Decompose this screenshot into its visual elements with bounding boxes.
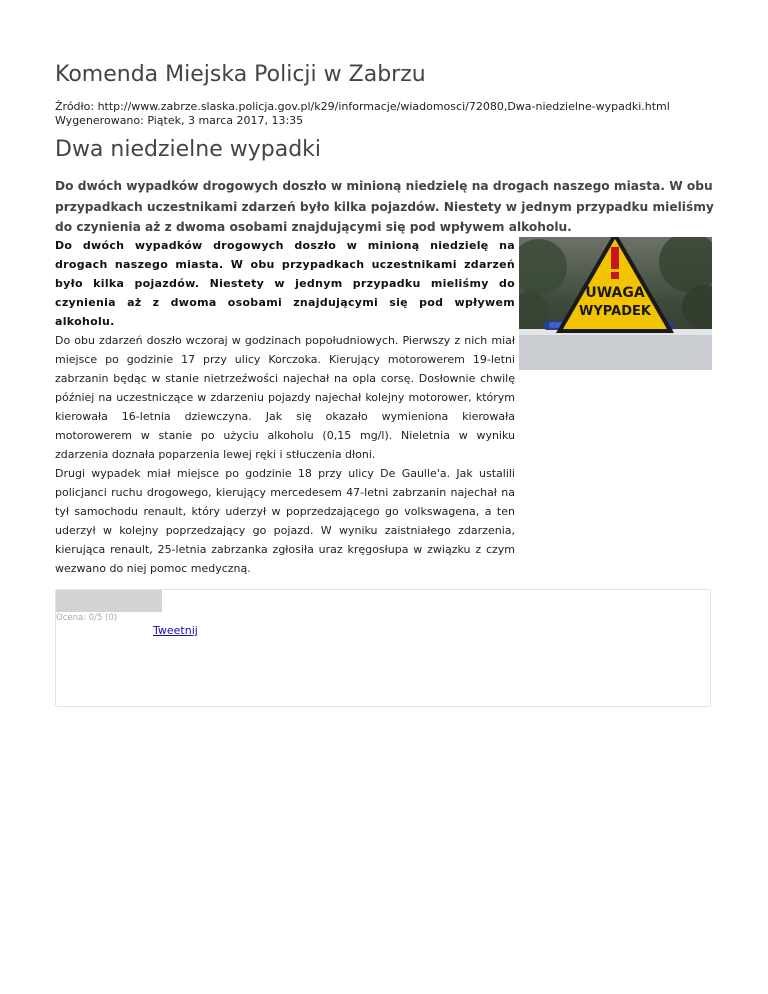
rating-text: Ocena: 0/5 (0) — [56, 613, 118, 623]
rating-box — [55, 589, 711, 707]
article-content-lead: Do dwóch wypadków drogowych doszło w minioną niedzielę na drogach naszego miasta. W obu przypadkach uczestnikami zdarzeń było kilka pojazdów. Niestety w jednym przypadku mieliśmy do czynienia aż z dwoma osobami znajdującymi się pod wpływem alkoholu. — [55, 239, 515, 328]
article-photo — [519, 237, 712, 370]
site-title: Komenda Miejska Policji w Zabrzu — [55, 62, 426, 87]
article-title: Dwa niedzielne wypadki — [55, 137, 322, 162]
article-body — [55, 331, 515, 578]
generated-date: Wygenerowano: Piątek, 3 marca 2017, 13:35 — [55, 114, 304, 127]
tweet-link[interactable]: Tweetnij — [153, 624, 198, 637]
sign-text-line-1: UWAGA — [585, 285, 645, 301]
sign-text-line-2: WYPADEK — [579, 304, 651, 319]
article-lead: Do dwóch wypadków drogowych doszło w minioną niedzielę na drogach naszego miasta. W obu przypadkach uczestnikami zdarzeń było kilka pojazdów. Niestety w jednym przypadku mieliśmy do czynienia aż z dwoma osobami znajdującymi się pod wpływem alkoholu. — [55, 179, 714, 234]
accident-sign-photo — [519, 237, 712, 370]
source-url: Źródło: http://www.zabrze.slaska.policja.gov.pl/k29/informacje/wiadomosci/72080,Dwa-niedzielne-wypadki.html — [55, 100, 670, 113]
rating-stars-bar[interactable] — [56, 590, 162, 612]
article-paragraph-1: Do obu zdarzeń doszło wczoraj w godzinach popołudniowych. Pierwszy z nich miał miejsce po godzinie 17 przy ulicy Korczoka. Kierujący motorowerem 19-letni zabrzanin będąc w stanie nietrzeźwości najechał na opla corsę. Dosłownie chwilę później na uczestniczące w zdarzeniu pojazdy najechał kolejny motorower, którym kierowała 16-letnia dziewczyna. Jak się okazało wymieniona kierowała motorowerem w stanie po użyciu alkoholu (0,15 mg/l). Nieletnia w wyniku zdarzenia doznała poparzenia lewej ręki i stłuczenia dłoni. — [55, 334, 515, 461]
article-paragraph-2: Drugi wypadek miał miejsce po godzinie 18 przy ulicy De Gaulle'a. Jak ustalili policjanci ruchu drogowego, kierujący mercedesem 47-letni zabrzanin najechał na tył samochodu renault, który uderzył w poprzedzającego go volkswagena, a ten uderzył w kolejny poprzedzający go pojazd. W wyniku zaistniałego zdarzenia, kierująca renault, 25-letnia zabrzanka zgłosiła uraz kręgosłupa w związku z czym wezwano do niej pomoc medyczną. — [55, 467, 515, 575]
